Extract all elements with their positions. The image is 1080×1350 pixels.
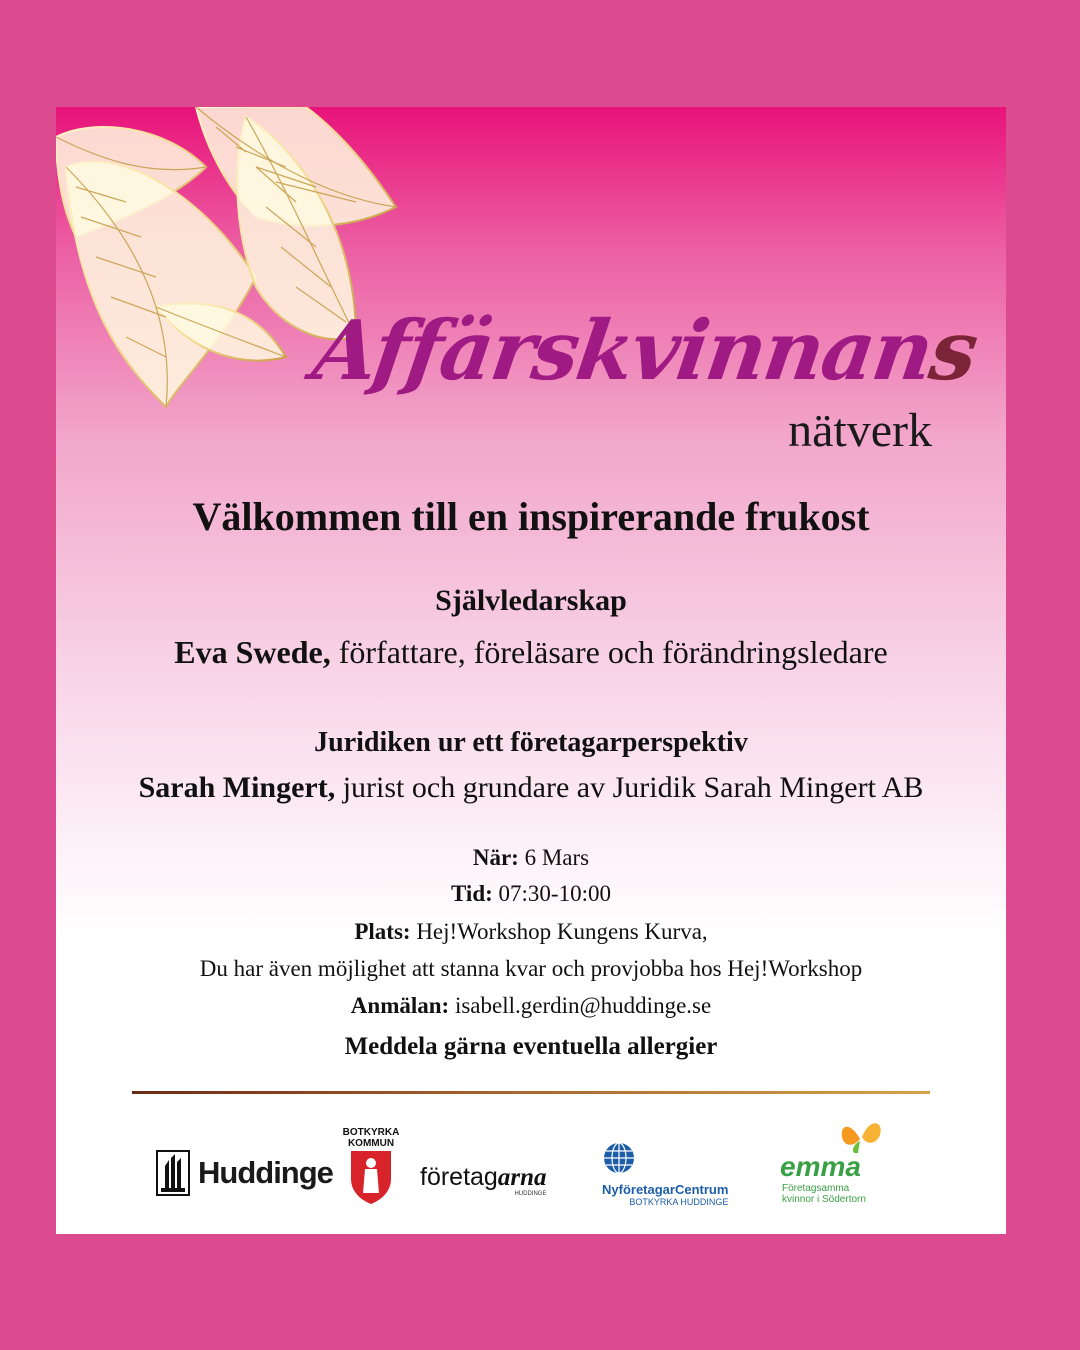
foretagarna-logo: [420, 1163, 547, 1197]
info-when: När: 6 Mars: [472, 845, 590, 870]
session-topic-1: Självledarskap: [435, 584, 627, 617]
session-speaker-2: [56, 771, 1006, 805]
botkyrka-shield-icon: [349, 1149, 393, 1205]
speaker-role: jurist och grundare av Juridik Sarah Mingert AB: [335, 771, 924, 804]
session-speaker-1: [56, 634, 1006, 671]
session-topic-2: Juridiken ur ett företagarperspektiv: [314, 727, 748, 758]
globe-icon: [602, 1141, 636, 1175]
nyforetagarcentrum-logo: [602, 1141, 728, 1207]
foretagarna-wordmark: företagarna: [420, 1163, 547, 1191]
signup-email: isabell.gerdin@huddinge.se: [449, 993, 712, 1018]
nyf-sub: BOTKYRKA HUDDINGE: [629, 1197, 729, 1207]
emma-wordmark: emma: [780, 1151, 861, 1182]
invitation-card: [56, 107, 1006, 1234]
huddinge-emblem-icon: [156, 1150, 190, 1196]
info-place: Plats: Hej!Workshop Kungens Kurva,: [354, 919, 708, 944]
nyf-wordmark: NyföretagarCentrum: [602, 1182, 729, 1197]
speaker-role: författare, föreläsare och förändringsledare: [330, 634, 888, 670]
foretagarna-sub: HUDDINGE: [514, 1191, 547, 1197]
brand-script-title: Affärskvinnans: [307, 303, 982, 399]
botkyrka-wordmark: BOTKYRKA KOMMUN: [342, 1127, 400, 1149]
allergy-note: Meddela gärna eventuella allergier: [344, 1033, 718, 1060]
info-place-note: Du har även möjlighet att stanna kvar och provjobba hos Hej!Workshop: [199, 956, 863, 981]
brand-subtitle: nätverk: [788, 404, 932, 457]
info-time: Tid: 07:30-10:00: [451, 881, 611, 906]
info-signup: Anmälan: isabell.gerdin@huddinge.se: [350, 993, 712, 1018]
speaker-name: Eva Swede,: [174, 634, 331, 670]
huddinge-wordmark: Huddinge: [198, 1155, 333, 1190]
emma-tagline: Företagsamma kvinnor i Södertorn: [782, 1183, 866, 1205]
speaker-name: Sarah Mingert,: [138, 771, 336, 804]
gold-divider: [132, 1091, 930, 1094]
headline: Välkommen till en inspirerande frukost: [192, 494, 870, 539]
huddinge-logo: [156, 1150, 333, 1196]
botkyrka-logo: [336, 1127, 406, 1210]
